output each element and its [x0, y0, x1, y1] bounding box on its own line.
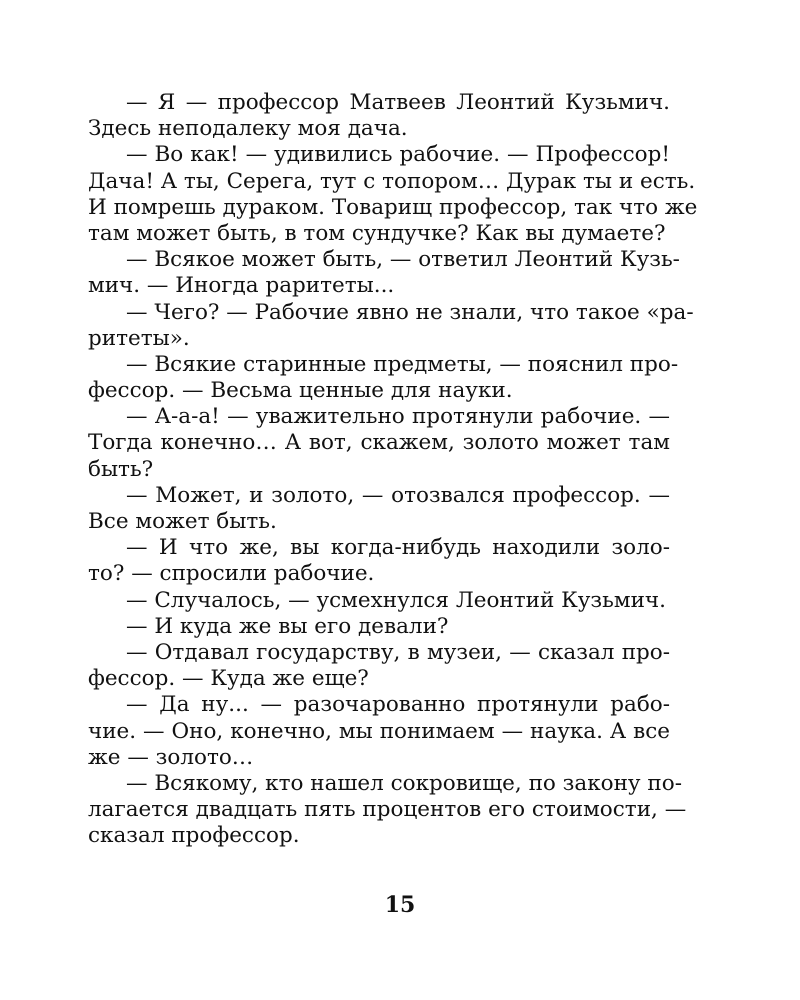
text-line: Здесь неподалеку моя дача.	[88, 116, 408, 142]
text-line: Дача! А ты, Серега, тут с топором… Дурак ты и есть.	[88, 168, 696, 194]
text-line: — Случалось, — усмехнулся Леонтий Кузьмич.	[126, 587, 666, 613]
text-line: быть?	[88, 456, 154, 482]
text-line: ритеты».	[88, 325, 190, 351]
text-line: — А-а-а! — уважительно протянули рабочие. —	[126, 404, 670, 430]
text-line: Все может быть.	[88, 509, 277, 534]
text-line: — Чего? — Рабочие явно не знали, что такое «ра-	[126, 299, 694, 325]
text-line: Тогда конечно… А вот, скажем, золото может там	[88, 430, 670, 456]
body-text	[88, 90, 698, 849]
text-line: — Во как! — удивились рабочие. — Профессор!	[126, 142, 670, 168]
text-line: сказал профессор.	[88, 823, 300, 849]
text-line: — Может, и золото, — отозвался профессор. —	[126, 482, 670, 508]
text-line: — И что же, вы когда-нибудь находили золо-	[126, 535, 670, 561]
text-line: фессор. — Весьма ценные для науки.	[88, 378, 513, 404]
text-line: — Всякое может быть, — ответил Леонтий Кузь-	[126, 247, 680, 273]
text-line: там может быть, в том сундучке? Как вы думаете?	[88, 220, 666, 246]
text-line: то? — спросили рабочие.	[88, 561, 375, 587]
text-line: же — золото…	[88, 744, 254, 770]
text-line: фессор. — Куда же еще?	[88, 666, 369, 692]
text-line: И помрешь дураком. Товарищ профессор, так что же	[88, 194, 698, 220]
text-line: мич. — Иногда раритеты...	[88, 273, 395, 299]
text-line: — Всякие старинные предметы, — пояснил про-	[126, 351, 679, 377]
text-line: — Отдавал государству, в музеи, — сказал про-	[126, 639, 670, 665]
page-number: 15	[384, 892, 416, 918]
text-line: лагается двадцать пять процентов его стоимости, —	[88, 797, 687, 823]
text-line: — Я — профессор Матвеев Леонтий Кузьмич.	[126, 90, 670, 115]
text-line: — Всякому, кто нашел сокровище, по закону по-	[126, 770, 682, 796]
text-line: чие. — Оно, конечно, мы понимаем — наука. А все	[88, 718, 670, 744]
text-line: — Да ну... — разочарованно протянули рабо-	[126, 692, 670, 718]
text-line: — И куда же вы его девали?	[126, 613, 449, 639]
